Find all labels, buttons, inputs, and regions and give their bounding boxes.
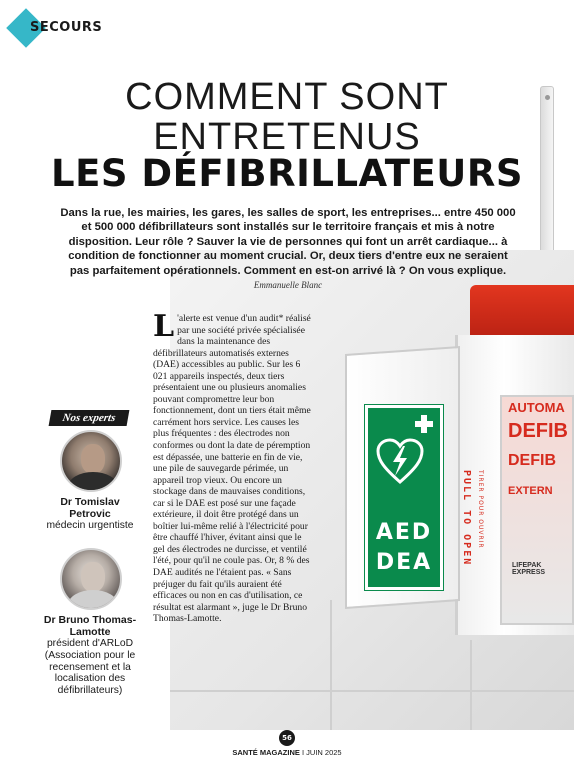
cabinet-text: DEFIB: [508, 420, 568, 442]
byline: Emmanuelle Blanc: [253, 280, 323, 291]
avatar: [60, 548, 122, 610]
page-number: 56: [279, 730, 295, 746]
cross-icon: [414, 414, 434, 434]
face-shape: [81, 444, 105, 474]
expert-name: Dr Tomislav Petrovic: [60, 496, 120, 520]
headline-line-1: COMMENT SONT: [125, 76, 449, 118]
tile-joint: [170, 690, 574, 692]
cabinet-text: EXTERN: [508, 485, 553, 497]
article-body: [153, 309, 311, 625]
issue-date: JUIN 2025: [306, 748, 342, 757]
device-brand: LIFEPAK EXPRESS: [512, 562, 546, 576]
expert-role: médecin urgentiste: [46, 520, 134, 531]
drop-cap: L: [153, 309, 175, 344]
heart-lightning-icon: [376, 438, 424, 484]
face-shape: [81, 562, 105, 592]
tile-joint: [330, 600, 332, 730]
tile-joint: [470, 640, 472, 730]
experts-tag: Nos experts: [49, 410, 130, 426]
rubric-label: SECOURS: [30, 20, 103, 35]
magazine-name: SANTÉ MAGAZINE: [232, 748, 300, 757]
section-rubric: [10, 10, 120, 50]
dea-label: DEA: [375, 550, 433, 575]
cabinet-text: AUTOMA: [508, 400, 565, 415]
pull-small-label: TIRER POUR OUVRIR: [477, 470, 484, 549]
pull-to-open-label: PULL TO OPEN: [461, 470, 472, 567]
aed-sign: [365, 405, 443, 590]
aed-label: AED: [375, 520, 433, 545]
lead-paragraph: [58, 206, 518, 292]
cabinet-text: DEFIB: [508, 452, 556, 469]
shoulders-shape: [68, 472, 118, 492]
expert-name: Dr Bruno Thomas-Lamotte: [43, 614, 137, 638]
headline-line-2: ENTRETENUS: [153, 116, 421, 158]
headline-line-3: LES DÉFIBRILLATEURS: [51, 152, 523, 195]
page-footer: [0, 748, 574, 757]
article-text: 'alerte est venue d'un audit* réalisé par une société privée spécialisée dans la maintenance des défibrillateurs automatisés externes (DAE) accessibles au public. Sur les 6 021 appareils inspectés, deux tiers présentaient une ou plusieurs anomalies pouvant compromettre leur bon fonctionnement, dont un tiers était même carrément hors service. Les causes les plus fréquentes : des électrodes non conformes ou dont la date de péremption est dépassée, une batterie en fin de vie, une pile de sauvegarde périmée, un appareil trop vieux. Ou encore un stockage dans de mauvaises conditions, car si le DAE est posé sur une façade extérieure, il doit être protégé dans un boîtier lui-même relié à l'électricité pour être chauffé l'hiver, évitant ainsi que le gel des électrodes ne durcisse, et ventilé l'été, pour qu'il ne coule pas. Or, 8 % des DAE audités ne l'étaient pas. « Sans préjuger du fait qu'ils auraient été efficaces ou non en cas d'utilisation, ce résultat est alarmant », juge le Dr Bruno Thomas-Lamotte.: [153, 313, 311, 625]
avatar: [60, 430, 122, 492]
expert-role: président d'ARLoD (Association pour le recensement et la localisation des défibrillateurs): [44, 638, 136, 697]
footer-separator: I: [301, 748, 307, 757]
lead-text: Dans la rue, les mairies, les gares, les salles de sport, les entreprises... entre 450 000 et 500 000 défibrillateurs sont installés sur le territoire français et mis à notre disposition. Leur rôle ? Sauver la vie de personnes qui font un arrêt cardiaque... à condition de fonctionner au moment crucial. Or, deux tiers d'entre eux ne seraient pas parfaitement opérationnels. Comment en est-on arrivé là ? On vous explique.: [60, 207, 516, 277]
shoulders-shape: [68, 590, 118, 610]
